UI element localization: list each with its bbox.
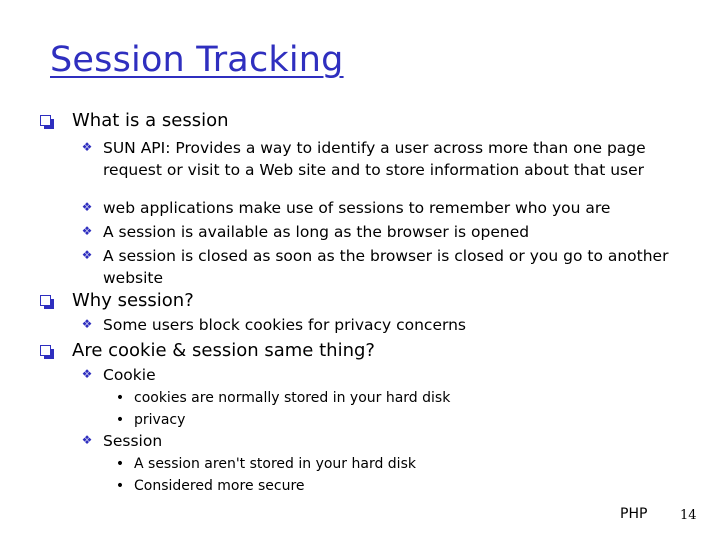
bullet-cookie-vs-session xyxy=(40,340,375,362)
diamond-bullet-icon: ❖ xyxy=(81,140,93,154)
sub-bullet xyxy=(80,246,700,289)
sub-bullet-text: web applications make use of sessions to remember who you are xyxy=(103,199,611,217)
bullet-text: What is a session xyxy=(72,110,229,131)
square-bullet-icon xyxy=(40,345,51,356)
diamond-bullet-icon: ❖ xyxy=(81,433,93,447)
bullet-text: Are cookie & session same thing? xyxy=(72,340,375,361)
sub-sub-bullet-text: Considered more secure xyxy=(134,478,305,494)
footer-label: PHP xyxy=(620,506,648,522)
dot-bullet: • xyxy=(115,478,125,494)
dot-bullet: • xyxy=(115,456,125,472)
sub-bullet-session xyxy=(80,431,700,453)
sub-sub-bullet-text: cookies are normally stored in your hard disk xyxy=(134,390,451,406)
diamond-bullet-icon: ❖ xyxy=(81,317,93,331)
sub-bullet-text: SUN API: Provides a way to identify a user across more than one page request or visit to a Web site and to store information about that user xyxy=(103,139,646,179)
sub-bullet-text: A session is available as long as the browser is opened xyxy=(103,223,530,241)
bullet-text: Why session? xyxy=(72,290,194,311)
sub-bullet xyxy=(80,198,700,220)
sub-sub-bullet-text: A session aren't stored in your hard disk xyxy=(134,456,416,472)
sub-sub-bullet xyxy=(115,388,450,408)
sub-sub-bullet xyxy=(115,476,305,496)
sub-sub-bullet xyxy=(115,410,185,430)
square-bullet-icon xyxy=(40,115,51,126)
sub-bullet xyxy=(80,138,700,181)
bullet-why-session xyxy=(40,290,194,312)
sub-bullet-text: Some users block cookies for privacy concerns xyxy=(103,316,466,334)
dot-bullet: • xyxy=(115,412,125,428)
sub-bullet-text: Cookie xyxy=(103,366,156,384)
slide-title: Session Tracking xyxy=(50,40,344,80)
diamond-bullet-icon: ❖ xyxy=(81,224,93,238)
sub-sub-bullet xyxy=(115,454,416,474)
bullet-what-is-session xyxy=(40,110,229,132)
dot-bullet: • xyxy=(115,390,125,406)
sub-sub-bullet-text: privacy xyxy=(134,412,186,428)
sub-bullet xyxy=(80,222,700,244)
sub-bullet xyxy=(80,315,700,337)
sub-bullet-text: Session xyxy=(103,432,163,450)
sub-bullet-text: A session is closed as soon as the browser is closed or you go to another website xyxy=(103,247,669,287)
page-number: 14 xyxy=(680,508,697,523)
diamond-bullet-icon: ❖ xyxy=(81,367,93,381)
diamond-bullet-icon: ❖ xyxy=(81,200,93,214)
square-bullet-icon xyxy=(40,295,51,306)
diamond-bullet-icon: ❖ xyxy=(81,248,93,262)
sub-bullet-cookie xyxy=(80,365,700,387)
